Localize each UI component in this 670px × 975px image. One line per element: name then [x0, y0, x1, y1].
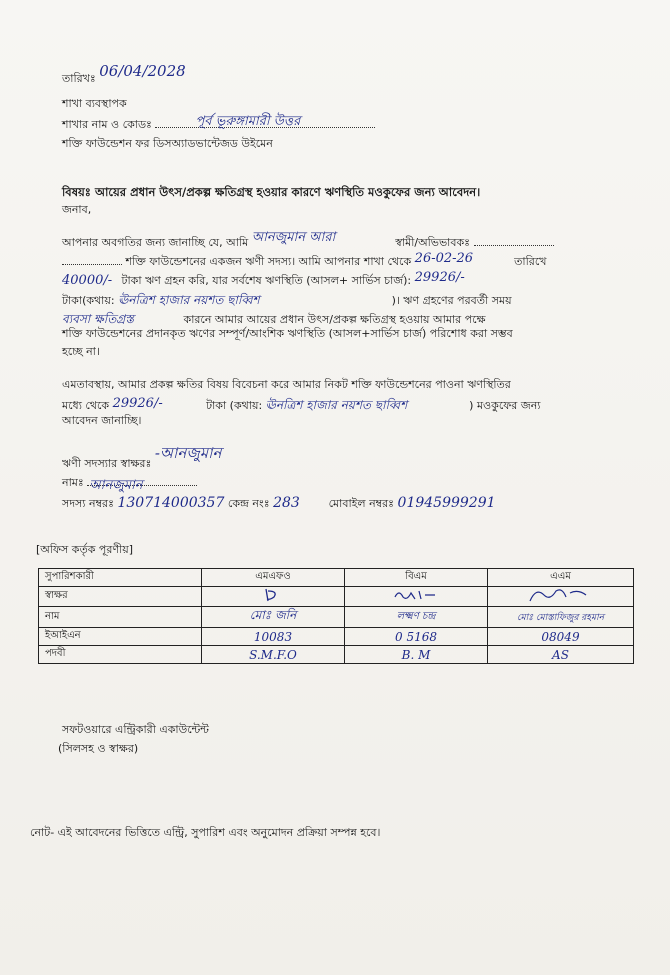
body-text: টাকা ঋণ গ্রহন করি, যার সর্বশেষ ঋণস্থিতি (আসল+ সার্ভিস চার্জ):: [121, 274, 412, 287]
salutation: জনাব,: [62, 203, 92, 216]
table-row: [39, 646, 634, 664]
signature-cell: [345, 587, 488, 607]
cell-value: S.M.F.O: [202, 646, 345, 664]
body-text: টাকা(কথায়:: [62, 294, 115, 307]
cell-value: লক্ষ্মণ চন্দ্র: [345, 607, 488, 628]
body-text: তারিখে: [514, 255, 547, 268]
center-no: 283: [273, 495, 300, 511]
amount-words-handwritten: ঊনত্রিশ হাজার নয়শত ছাব্বিশ: [118, 293, 260, 307]
note: নোট- এই আবেদনের ভিত্তিতে এন্ট্রি, সুপারিশ এবং অনুমোদন প্রক্রিয়া সম্পন্ন হবে।: [30, 826, 381, 839]
body-text: শক্তি ফাউন্ডেশনের একজন ঋণী সদস্য। আমি আপনার শাখা থেকে: [125, 255, 412, 268]
body-line-9: [62, 398, 540, 413]
office-caption: [অফিস কর্তৃক পূরণীয়]: [36, 543, 133, 556]
body-text: আপনার অবগতির জন্য জানাচ্ছি যে, আমি: [62, 236, 249, 249]
waiver-words-handwritten: ঊনত্রিশ হাজার নয়শত ছাব্বিশ: [265, 398, 408, 412]
bm-signature-mark: [391, 587, 441, 603]
body-text: মধ্যে থেকে: [62, 399, 110, 412]
body-text: স্বামী/অভিভাবকঃ: [395, 236, 471, 249]
member-name-handwritten: আনজুমান আরা: [251, 230, 336, 245]
body-line-8: এমতাবস্থায়, আমার প্রকল্প ক্ষতির বিষয় বিবেচনা করে আমার নিকট শক্তি ফাউন্ডেশনের পাওনা ঋণস্থিতির: [62, 378, 511, 391]
body-line-10: আবেদন জানাচ্ছি।: [62, 414, 142, 427]
row-label: নাম: [39, 607, 202, 628]
body-text: ) মওকুফের জন্য: [469, 399, 541, 412]
cell-value: AS: [488, 646, 634, 664]
body-line-6: শক্তি ফাউন্ডেশনের প্রদানকৃত ঋণের সম্পূর্ণ/আংশিক ঋণস্থিতি (আসল+সার্ভিস চার্জ) পরিশোধ করা সম্ভব: [62, 327, 513, 340]
table-header-row: [39, 569, 634, 587]
accountant-subtitle: (সিলসহ ও স্বাক্ষর): [58, 742, 139, 755]
organization-name: শক্তি ফাউন্ডেশন ফর ডিসঅ্যাডভান্টেজড উইমেন: [62, 137, 273, 150]
am-signature-mark: [526, 587, 596, 603]
date-line: [62, 62, 186, 86]
table-row: [39, 628, 634, 646]
reason-handwritten: ব্যবসা ক্ষতিগ্রস্ত: [62, 312, 134, 326]
cell-value: 0 5168: [345, 628, 488, 646]
header-cell: এএম: [488, 569, 634, 587]
signature-label: ঋণী সদস্যার স্বাক্ষরঃ: [62, 457, 152, 470]
loan-date-handwritten: 26-02-26: [414, 251, 474, 266]
mfo-signature-mark: [258, 587, 288, 603]
branch-label: শাখার নাম ও কোডঃ: [62, 118, 152, 131]
name-label: নামঃ: [62, 476, 84, 489]
table-row: [39, 587, 634, 607]
signature-cell: [202, 587, 345, 607]
mobile-no: 01945999291: [397, 495, 496, 511]
body-line-3: [62, 270, 465, 288]
branch-value: পূর্ব ভূরুঙ্গামারী উত্তর: [195, 114, 301, 129]
header-cell: এমএফও: [202, 569, 345, 587]
body-line-4: [62, 293, 512, 308]
member-signature-line: [62, 444, 222, 471]
accountant-title: সফটওয়ারে এন্ট্রিকারী একাউন্টেন্ট: [62, 723, 209, 736]
cell-value: B. M: [345, 646, 488, 664]
member-name-line: [62, 476, 197, 493]
cell-value: 08049: [488, 628, 634, 646]
cell-value: মোঃ মোস্তাফিজুর রহমান: [488, 607, 634, 628]
body-line-7: হচ্ছে না।: [62, 345, 100, 358]
member-no-label: সদস্য নম্বরঃ: [62, 497, 114, 510]
body-text: )। ঋণ গ্রহণের পরবর্তী সময়: [391, 294, 512, 307]
recipient: শাখা ব্যবস্থাপক: [62, 97, 127, 110]
date-value: 06/04/2028: [99, 62, 186, 80]
body-text: কারনে আমার আয়ের প্রধান উৎস/প্রকল্প ক্ষতিগ্রস্থ হওয়ায় আমার পক্ষে: [183, 313, 486, 326]
outstanding-handwritten: 29926/-: [414, 270, 465, 285]
body-line-2: [62, 251, 547, 269]
branch-line: [62, 114, 375, 132]
center-label: কেন্দ্র নংঃ: [227, 497, 270, 510]
body-line-5: [62, 312, 486, 327]
date-label: তারিখঃ: [62, 72, 96, 85]
member-name: আনজুমান: [89, 478, 143, 493]
cell-value: 10083: [202, 628, 345, 646]
body-line-1: [62, 230, 554, 250]
member-signature: -আনজুমান: [154, 444, 222, 462]
header-cell: বিএম: [345, 569, 488, 587]
row-label: পদবী: [39, 646, 202, 664]
row-label: ইআইএন: [39, 628, 202, 646]
signature-cell: [488, 587, 634, 607]
member-ids-line: [62, 496, 496, 511]
cell-value: মোঃ জনি: [202, 607, 345, 628]
mobile-label: মোবাইল নম্বরঃ: [328, 497, 395, 510]
table-row: [39, 607, 634, 628]
office-table: [38, 568, 634, 664]
waiver-amount-handwritten: 29926/-: [112, 396, 163, 411]
subject-line: বিষয়ঃ আয়ের প্রধান উৎস/প্রকল্প ক্ষতিগ্রস্থ হওয়ার কারণে ঋণস্থিতি মওকুফের জন্য আবেদন।: [62, 185, 481, 199]
body-text: টাকা (কথায়:: [206, 399, 263, 412]
loan-amount-handwritten: 40000/-: [62, 273, 113, 288]
row-label: স্বাক্ষর: [39, 587, 202, 607]
header-cell: সুপারিশকারী: [39, 569, 202, 587]
member-no: 130714000357: [117, 495, 225, 511]
